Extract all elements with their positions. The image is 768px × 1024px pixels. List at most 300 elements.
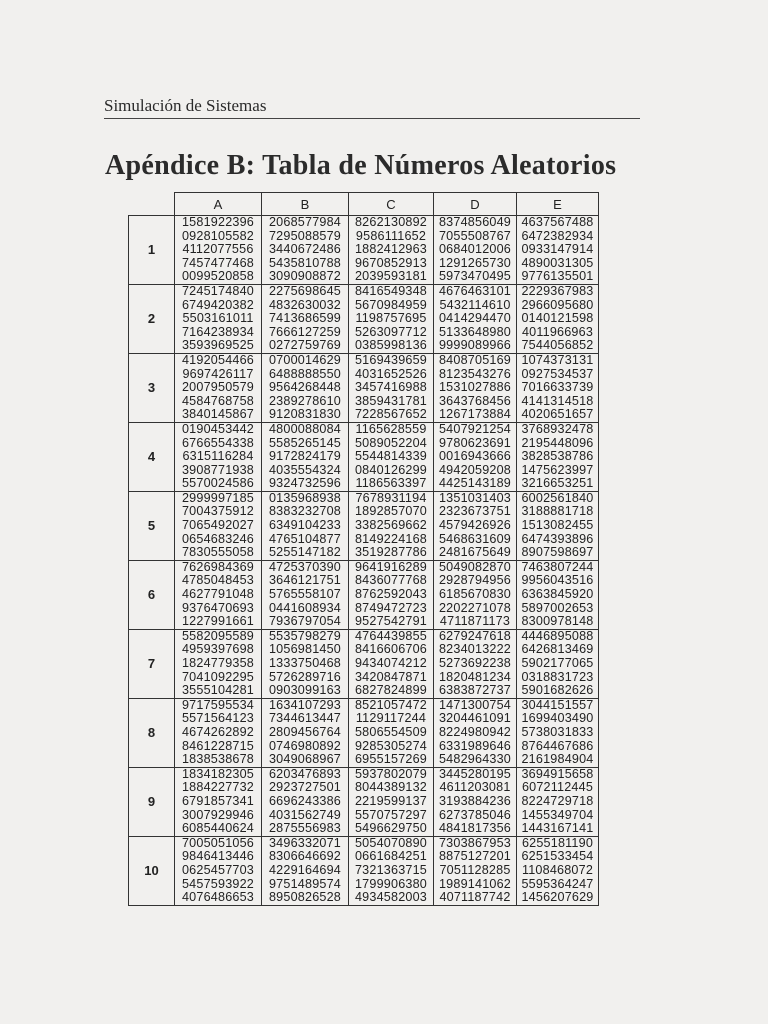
random-number: 3049068967 [268, 752, 342, 767]
table-row [129, 216, 599, 285]
random-number: 8764467686 [521, 738, 594, 753]
random-number: 5535798279 [268, 628, 342, 643]
table-cell [349, 836, 434, 905]
random-number: 1824779358 [181, 656, 255, 670]
table-cell [517, 422, 599, 491]
random-number: 1291265730 [438, 255, 512, 270]
random-number: 8383232708 [268, 504, 342, 519]
random-number: 7344613447 [268, 711, 342, 726]
random-number: 1581922396 [181, 215, 255, 229]
random-number: 1074373131 [521, 352, 594, 367]
random-number: 3193884236 [438, 793, 512, 808]
table-row [129, 353, 599, 422]
group-label: 2 [129, 284, 175, 353]
random-number: 8416606706 [354, 642, 428, 657]
random-number: 1799906380 [354, 876, 428, 891]
random-number: 8374856049 [438, 215, 512, 229]
random-number: 9586111652 [355, 228, 427, 243]
random-number: 5585265145 [268, 435, 342, 450]
random-number: 3828538786 [521, 449, 594, 464]
table-cell [175, 216, 262, 285]
random-number: 4071187742 [439, 890, 511, 905]
table-cell [434, 353, 517, 422]
table-body [129, 216, 599, 906]
random-number: 8224729718 [521, 793, 594, 808]
random-number: 3643768456 [438, 393, 512, 408]
random-number: 9527542791 [354, 614, 428, 629]
random-number: 4229164694 [268, 862, 342, 877]
random-number: 0903099163 [268, 683, 342, 698]
random-number: 4584768758 [181, 393, 255, 408]
random-number: 6085440624 [181, 821, 255, 836]
table-row [129, 491, 599, 560]
random-number: 5570757297 [354, 807, 428, 822]
random-number: 5133648980 [438, 324, 512, 339]
group-label: 8 [129, 698, 175, 767]
random-number: 0700014629 [268, 352, 342, 367]
random-number: 3768932478 [521, 421, 594, 436]
random-number: 5468631609 [438, 531, 512, 546]
table-row [129, 629, 599, 698]
group-label: 1 [129, 216, 175, 285]
random-number: 0654683246 [181, 531, 255, 546]
random-number: 3090908872 [268, 269, 342, 284]
random-number: 4764439855 [354, 628, 428, 643]
random-number: 6315116284 [182, 449, 254, 464]
random-number: 3440672486 [268, 242, 342, 257]
group-label: 3 [129, 353, 175, 422]
random-number: 2219599137 [354, 793, 428, 808]
random-number: 7321363715 [354, 862, 428, 877]
random-number: 9564268448 [268, 380, 342, 395]
random-number: 5407921254 [438, 421, 512, 436]
random-number: 2481675649 [438, 545, 512, 560]
random-number: 0099520858 [181, 269, 255, 284]
random-number: 6279247618 [438, 628, 512, 643]
random-number: 1634107293 [268, 697, 342, 712]
random-number: 7678931194 [355, 490, 427, 505]
random-number: 4011966963 [521, 324, 594, 339]
random-number: 3840145867 [181, 407, 255, 422]
random-number: 3007929946 [181, 807, 255, 822]
random-number: 1820481234 [438, 669, 512, 684]
table-cell [349, 216, 434, 285]
random-number: 7626984369 [181, 559, 255, 574]
random-number: 5595364247 [521, 876, 594, 891]
table-cell [434, 284, 517, 353]
table-cell [434, 629, 517, 698]
random-number: 3382569662 [354, 518, 428, 533]
random-number: 7303867953 [438, 835, 512, 850]
random-number: 8224980942 [438, 724, 512, 739]
table-cell [349, 422, 434, 491]
random-number: 6955157269 [354, 752, 428, 767]
group-label: 6 [129, 560, 175, 629]
random-number: 7463807244 [521, 559, 594, 574]
random-number: 5937802079 [354, 766, 428, 781]
random-number: 7228567652 [354, 407, 428, 422]
table-row [129, 284, 599, 353]
random-number: 2323673751 [438, 504, 512, 519]
random-number: 6827824899 [354, 683, 428, 698]
random-number: 6383872737 [438, 683, 512, 698]
table-cell [175, 284, 262, 353]
random-number: 6474393896 [521, 531, 594, 546]
random-number: 6251533454 [521, 849, 594, 864]
table-cell [434, 836, 517, 905]
table-cell [517, 698, 599, 767]
random-number: 0684012006 [438, 242, 512, 257]
random-number: 3555104281 [181, 683, 255, 698]
random-number: 6749420382 [181, 297, 255, 312]
random-number: 5670984959 [354, 297, 428, 312]
column-header: B [262, 193, 349, 216]
table-cell [262, 698, 349, 767]
random-number: 7457477468 [181, 255, 255, 270]
table-row [129, 560, 599, 629]
random-number: 7065492027 [181, 518, 255, 533]
table-cell [175, 767, 262, 836]
random-number: 4711871173 [439, 614, 511, 629]
random-number: 1892857070 [354, 504, 428, 519]
random-number: 4611203081 [439, 780, 511, 795]
random-number: 4425143189 [438, 476, 512, 491]
random-number: 4579426926 [438, 518, 512, 533]
random-number: 2875556983 [268, 821, 342, 836]
table-cell [262, 836, 349, 905]
random-number: 5054070890 [354, 835, 428, 850]
column-header: D [434, 193, 517, 216]
group-label: 4 [129, 422, 175, 491]
random-number: 7041092295 [181, 669, 255, 684]
table-cell [175, 836, 262, 905]
random-number: 3445280195 [438, 766, 512, 781]
table-cell [517, 629, 599, 698]
random-number: 6696243386 [268, 793, 342, 808]
column-header: E [517, 193, 599, 216]
random-number: 8416549348 [354, 283, 428, 298]
table-cell [517, 284, 599, 353]
random-number: 0927534537 [521, 366, 594, 381]
random-number: 8436077768 [354, 573, 428, 588]
table-cell [349, 284, 434, 353]
random-number: 5496629750 [354, 821, 428, 836]
random-number: 8123543276 [438, 366, 512, 381]
random-number: 7295088579 [268, 228, 342, 243]
random-number: 8762592043 [354, 587, 428, 602]
random-number: 9956043516 [521, 573, 594, 588]
random-number: 4959397698 [181, 642, 255, 657]
table-cell [349, 560, 434, 629]
random-number: 8149224168 [354, 531, 428, 546]
group-label: 9 [129, 767, 175, 836]
group-label: 5 [129, 491, 175, 560]
random-number: 1165628559 [355, 421, 427, 436]
table-row [129, 422, 599, 491]
table-cell [517, 767, 599, 836]
random-number: 6363845920 [521, 587, 594, 602]
random-number: 0272759769 [268, 338, 342, 353]
random-number: 5902177065 [521, 656, 594, 670]
table-cell [434, 698, 517, 767]
random-number: 4841817356 [438, 821, 512, 836]
random-number: 4942059208 [438, 462, 512, 477]
random-number: 1186563397 [355, 476, 427, 491]
random-number: 3216653251 [521, 476, 594, 491]
random-number: 0016943666 [438, 449, 512, 464]
random-number: 6791857341 [181, 793, 255, 808]
random-number: 4785048453 [181, 573, 255, 588]
random-number: 0385998136 [354, 338, 428, 353]
random-number: 9697426117 [182, 366, 254, 381]
random-number: 0140121598 [521, 311, 594, 326]
table-cell [434, 560, 517, 629]
random-number: 5169439659 [354, 352, 428, 367]
random-number: 4674262892 [181, 724, 255, 739]
random-number: 5738031833 [521, 724, 594, 739]
table-cell [434, 767, 517, 836]
random-number: 1531027886 [438, 380, 512, 395]
table-cell [175, 491, 262, 560]
random-number: 1475623997 [521, 462, 594, 477]
random-number: 0190453442 [181, 421, 255, 436]
random-number: 2007950579 [181, 380, 255, 395]
random-number: 0746980892 [268, 738, 342, 753]
random-number: 3859431781 [354, 393, 428, 408]
random-number: 7051128285 [439, 862, 511, 877]
table-cell [517, 560, 599, 629]
random-number: 9641916289 [354, 559, 428, 574]
random-number: 4934582003 [354, 890, 428, 905]
table-cell [175, 560, 262, 629]
table-cell [262, 353, 349, 422]
random-number: 5544814339 [354, 449, 428, 464]
random-number: 5432114610 [439, 297, 511, 312]
random-number: 6002561840 [521, 490, 594, 505]
random-number: 1443167141 [521, 821, 594, 836]
random-number: 1834182305 [181, 766, 255, 781]
random-number: 9717595534 [181, 697, 255, 712]
random-number: 7544056852 [521, 338, 594, 353]
random-number: 0441608934 [268, 600, 342, 615]
random-number: 8234013222 [438, 642, 512, 657]
random-number: 4112077556 [182, 242, 254, 257]
random-number: 5806554509 [354, 724, 428, 739]
table-cell [349, 353, 434, 422]
random-number: 6203476893 [268, 766, 342, 781]
random-number: 4020651657 [521, 407, 594, 422]
random-number: 8408705169 [438, 352, 512, 367]
random-number: 3519287786 [354, 545, 428, 560]
random-number: 4141314518 [521, 393, 594, 408]
table-cell [262, 422, 349, 491]
random-number: 8044389132 [354, 780, 428, 795]
random-number: 1884227732 [181, 780, 255, 795]
group-label: 7 [129, 629, 175, 698]
random-number: 6766554338 [181, 435, 255, 450]
random-number: 0928105582 [181, 228, 255, 243]
random-number: 5582095589 [181, 628, 255, 643]
table-cell [517, 216, 599, 285]
random-number: 4890031305 [521, 255, 594, 270]
random-number: 7245174840 [181, 283, 255, 298]
random-number: 1108468072 [521, 862, 594, 877]
random-number: 9776135501 [521, 269, 594, 284]
random-number: 6472382934 [521, 228, 594, 243]
random-number: 7005051056 [181, 835, 255, 850]
table-cell [349, 629, 434, 698]
table-cell [262, 491, 349, 560]
random-number: 9780623691 [438, 435, 512, 450]
random-number: 4076486653 [181, 890, 255, 905]
random-number: 9324732596 [268, 476, 342, 491]
random-number: 5255147182 [268, 545, 342, 560]
random-number: 3908771938 [181, 462, 255, 477]
random-number: 1056981450 [268, 642, 342, 657]
random-number: 6331989646 [438, 738, 512, 753]
random-number: 3457416988 [354, 380, 428, 395]
random-number: 8521057472 [354, 697, 428, 712]
table-cell [349, 491, 434, 560]
random-number: 6426813469 [521, 642, 594, 657]
table-cell [262, 629, 349, 698]
random-number: 2161984904 [521, 752, 594, 767]
table-cell [434, 422, 517, 491]
random-number: 6185670830 [438, 587, 512, 602]
random-number: 8749472723 [354, 600, 428, 615]
random-number: 4725370390 [268, 559, 342, 574]
random-number: 4765104877 [268, 531, 342, 546]
random-number: 1699403490 [521, 711, 594, 726]
table-cell [517, 353, 599, 422]
random-number: 1838538678 [181, 752, 255, 767]
random-number: 2999997185 [181, 490, 255, 505]
random-number: 5503161011 [182, 311, 254, 326]
random-number: 7055508767 [438, 228, 512, 243]
random-number: 4676463101 [438, 283, 512, 298]
column-header-row [129, 193, 599, 216]
page-title: Apéndice B: Tabla de Números Aleatorios [105, 150, 617, 181]
table-cell [262, 767, 349, 836]
random-number: 7936797054 [268, 614, 342, 629]
random-number: 5973470495 [438, 269, 512, 284]
table-cell [175, 353, 262, 422]
random-number: 8461228715 [181, 738, 255, 753]
random-number: 2068577984 [268, 215, 342, 229]
random-number: 0414294470 [438, 311, 512, 326]
random-number: 0135968938 [268, 490, 342, 505]
random-number: 8907598697 [521, 545, 594, 560]
random-number: 6488888550 [268, 366, 342, 381]
table-corner [129, 193, 175, 216]
random-number: 5726289716 [268, 669, 342, 684]
random-number: 8300978148 [521, 614, 594, 629]
random-number: 3496332071 [268, 835, 342, 850]
random-number: 1513082455 [521, 518, 594, 533]
random-number: 1455349704 [521, 807, 594, 822]
random-number: 5901682626 [521, 683, 594, 698]
table-cell [262, 216, 349, 285]
table-cell [349, 767, 434, 836]
random-number: 1456207629 [521, 890, 594, 905]
random-number: 9999089966 [438, 338, 512, 353]
random-number: 9120831830 [268, 407, 342, 422]
random-number: 7830555058 [181, 545, 255, 560]
random-number: 5457593922 [181, 876, 255, 891]
random-number: 2809456764 [268, 724, 342, 739]
random-number: 7016633739 [521, 380, 594, 395]
random-number: 3593969525 [181, 338, 255, 353]
table-cell [175, 629, 262, 698]
random-number: 7413686599 [268, 311, 342, 326]
random-number: 6072112445 [521, 780, 594, 795]
random-number: 2966095680 [521, 297, 594, 312]
table-cell [262, 560, 349, 629]
random-number: 5049082870 [438, 559, 512, 574]
table-cell [517, 836, 599, 905]
random-number: 4800088084 [268, 421, 342, 436]
header-rule [104, 118, 640, 119]
random-number: 1267173884 [438, 407, 512, 422]
random-number: 7164238934 [181, 324, 255, 339]
table-cell [434, 216, 517, 285]
random-number: 5263097712 [354, 324, 428, 339]
random-number: 1227991661 [181, 614, 255, 629]
table-cell [175, 422, 262, 491]
random-number: 3646121751 [268, 573, 342, 588]
random-number: 9285305274 [354, 738, 428, 753]
random-number: 5571564123 [181, 711, 255, 726]
random-number: 2195448096 [521, 435, 594, 450]
random-number: 3188881718 [521, 504, 594, 519]
table-row [129, 698, 599, 767]
random-number: 6349104233 [268, 518, 342, 533]
random-number: 3694915658 [521, 766, 594, 781]
random-number: 6273785046 [438, 807, 512, 822]
random-number: 0661684251 [354, 849, 428, 864]
random-number: 5089052204 [354, 435, 428, 450]
group-label: 10 [129, 836, 175, 905]
random-number: 2389278610 [268, 393, 342, 408]
random-number: 9670852913 [354, 255, 428, 270]
table-cell [262, 284, 349, 353]
random-number: 0840126299 [354, 462, 428, 477]
column-header: C [349, 193, 434, 216]
table-cell [349, 698, 434, 767]
random-number: 3420847871 [354, 669, 428, 684]
random-number: 1471300754 [438, 697, 512, 712]
random-number: 5570024586 [181, 476, 255, 491]
random-number: 4832630032 [268, 297, 342, 312]
table-cell [175, 698, 262, 767]
random-number: 6255181190 [521, 835, 594, 850]
random-number: 2202271078 [438, 600, 512, 615]
random-number: 8262130892 [354, 215, 428, 229]
random-number: 0318831723 [521, 669, 594, 684]
column-header: A [175, 193, 262, 216]
random-number: 1351031403 [438, 490, 512, 505]
random-number: 2928794956 [438, 573, 512, 588]
random-number: 4637567488 [521, 215, 594, 229]
random-number: 4446895088 [521, 628, 594, 643]
random-number: 5897002653 [521, 600, 594, 615]
random-number: 7004375912 [181, 504, 255, 519]
random-number: 7666127259 [268, 324, 342, 339]
random-number: 1198757695 [355, 311, 427, 326]
random-number: 1129117244 [355, 711, 427, 726]
random-number: 1333750468 [268, 656, 342, 670]
random-number: 3044151557 [521, 697, 594, 712]
